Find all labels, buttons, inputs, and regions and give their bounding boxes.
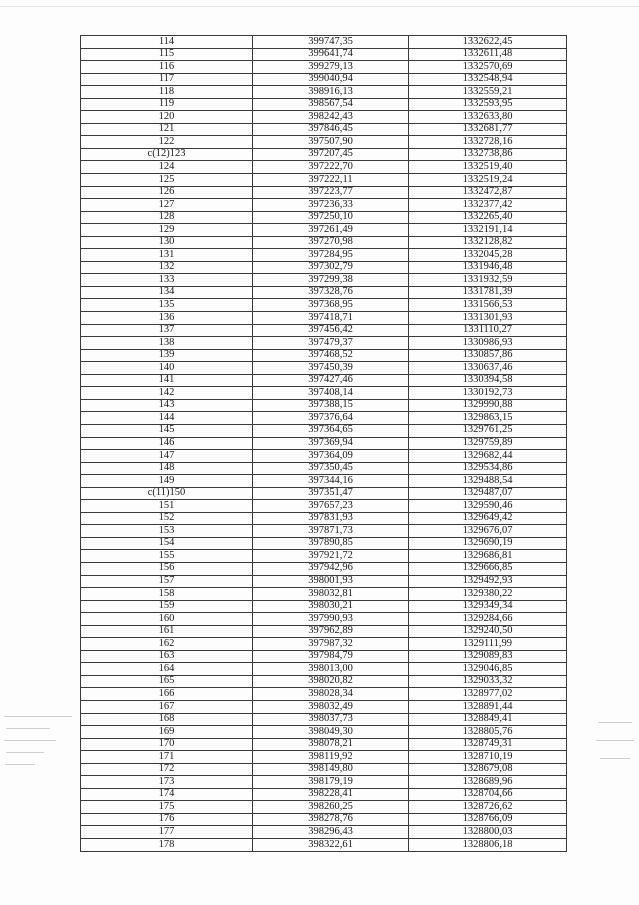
x-coordinate-cell: 397302,79 [253,261,409,274]
point-number-cell: 152 [81,512,253,525]
point-number-cell: 126 [81,186,253,199]
y-coordinate-cell: 1332738,86 [409,148,567,161]
y-coordinate-cell: 1329990,88 [409,399,567,412]
coordinates-table-body [81,36,567,852]
point-number-cell: 148 [81,462,253,475]
table-row [81,224,567,237]
point-number-cell: 125 [81,174,253,187]
point-number-cell: 153 [81,525,253,538]
x-coordinate-cell: 398020,82 [253,675,409,688]
y-coordinate-cell: 1329761,25 [409,424,567,437]
margin-smudge [6,752,44,753]
table-row [81,437,567,450]
y-coordinate-cell: 1331110,27 [409,324,567,337]
table-row [81,123,567,136]
x-coordinate-cell: 398032,81 [253,588,409,601]
x-coordinate-cell: 398032,49 [253,700,409,713]
x-coordinate-cell: 397270,98 [253,236,409,249]
x-coordinate-cell: 397222,11 [253,174,409,187]
table-row [81,36,567,49]
y-coordinate-cell: 1328710,19 [409,751,567,764]
x-coordinate-cell: 397984,79 [253,650,409,663]
margin-smudge [5,764,35,765]
point-number-cell: 170 [81,738,253,751]
x-coordinate-cell: 397236,33 [253,199,409,212]
x-coordinate-cell: 398119,92 [253,751,409,764]
point-number-cell: c(12)123 [81,148,253,161]
y-coordinate-cell: 1328805,76 [409,726,567,739]
x-coordinate-cell: 397284,95 [253,249,409,262]
point-number-cell: 142 [81,387,253,400]
point-number-cell: 121 [81,123,253,136]
x-coordinate-cell: 399040,94 [253,73,409,86]
table-row [81,500,567,513]
x-coordinate-cell: 398078,21 [253,738,409,751]
y-coordinate-cell: 1329033,32 [409,675,567,688]
y-coordinate-cell: 1328977,02 [409,688,567,701]
x-coordinate-cell: 397831,93 [253,512,409,525]
table-row [81,186,567,199]
x-coordinate-cell: 397990,93 [253,613,409,626]
y-coordinate-cell: 1332519,24 [409,174,567,187]
y-coordinate-cell: 1329240,50 [409,625,567,638]
table-row [81,650,567,663]
x-coordinate-cell: 397364,65 [253,424,409,437]
y-coordinate-cell: 1330394,58 [409,374,567,387]
table-row [81,73,567,86]
point-number-cell: 160 [81,613,253,626]
y-coordinate-cell: 1331301,93 [409,312,567,325]
point-number-cell: 122 [81,136,253,149]
table-row [81,349,567,362]
x-coordinate-cell: 397408,14 [253,387,409,400]
x-coordinate-cell: 397351,47 [253,487,409,500]
y-coordinate-cell: 1329863,15 [409,412,567,425]
table-row [81,324,567,337]
table-row [81,362,567,375]
x-coordinate-cell: 397350,45 [253,462,409,475]
point-number-cell: 116 [81,61,253,74]
x-coordinate-cell: 397388,15 [253,399,409,412]
x-coordinate-cell: 398916,13 [253,86,409,99]
y-coordinate-cell: 1329666,85 [409,562,567,575]
x-coordinate-cell: 398037,73 [253,713,409,726]
table-row [81,813,567,826]
table-row [81,136,567,149]
x-coordinate-cell: 397479,37 [253,337,409,350]
y-coordinate-cell: 1328766,09 [409,813,567,826]
y-coordinate-cell: 1329046,85 [409,663,567,676]
point-number-cell: 140 [81,362,253,375]
x-coordinate-cell: 397250,10 [253,211,409,224]
table-row [81,387,567,400]
y-coordinate-cell: 1329534,86 [409,462,567,475]
y-coordinate-cell: 1330637,46 [409,362,567,375]
table-row [81,424,567,437]
point-number-cell: 119 [81,98,253,111]
y-coordinate-cell: 1332191,14 [409,224,567,237]
page-top-edge [0,6,639,7]
table-row [81,450,567,463]
y-coordinate-cell: 1328689,96 [409,776,567,789]
table-row [81,788,567,801]
x-coordinate-cell: 397328,76 [253,286,409,299]
y-coordinate-cell: 1332728,16 [409,136,567,149]
table-row [81,61,567,74]
margin-smudge [600,758,630,759]
y-coordinate-cell: 1332128,82 [409,236,567,249]
point-number-cell: 168 [81,713,253,726]
point-number-cell: 115 [81,48,253,61]
point-number-cell: 127 [81,199,253,212]
x-coordinate-cell: 397418,71 [253,312,409,325]
table-row [81,174,567,187]
table-row [81,613,567,626]
table-row [81,600,567,613]
point-number-cell: 157 [81,575,253,588]
table-row [81,537,567,550]
table-row [81,475,567,488]
point-number-cell: 114 [81,36,253,49]
point-number-cell: 138 [81,337,253,350]
y-coordinate-cell: 1332622,45 [409,36,567,49]
point-number-cell: 135 [81,299,253,312]
table-row [81,751,567,764]
point-number-cell: 120 [81,111,253,124]
table-row [81,638,567,651]
table-row [81,700,567,713]
x-coordinate-cell: 397456,42 [253,324,409,337]
y-coordinate-cell: 1330192,73 [409,387,567,400]
point-number-cell: 155 [81,550,253,563]
y-coordinate-cell: 1329111,99 [409,638,567,651]
margin-smudge [4,740,56,741]
x-coordinate-cell: 397962,89 [253,625,409,638]
point-number-cell: 165 [81,675,253,688]
x-coordinate-cell: 398228,41 [253,788,409,801]
point-number-cell: 166 [81,688,253,701]
table-row [81,588,567,601]
point-number-cell: 133 [81,274,253,287]
table-row [81,274,567,287]
point-number-cell: 159 [81,600,253,613]
point-number-cell: 154 [81,537,253,550]
point-number-cell: 151 [81,500,253,513]
table-row [81,826,567,839]
y-coordinate-cell: 1328891,44 [409,700,567,713]
x-coordinate-cell: 397364,09 [253,450,409,463]
table-row [81,763,567,776]
y-coordinate-cell: 1329759,89 [409,437,567,450]
point-number-cell: 131 [81,249,253,262]
y-coordinate-cell: 1331566,53 [409,299,567,312]
y-coordinate-cell: 1328749,31 [409,738,567,751]
point-number-cell: 171 [81,751,253,764]
y-coordinate-cell: 1330857,86 [409,349,567,362]
x-coordinate-cell: 397299,38 [253,274,409,287]
y-coordinate-cell: 1330986,93 [409,337,567,350]
point-number-cell: 177 [81,826,253,839]
table-row [81,236,567,249]
point-number-cell: 144 [81,412,253,425]
x-coordinate-cell: 398028,34 [253,688,409,701]
table-row [81,525,567,538]
point-number-cell: 117 [81,73,253,86]
y-coordinate-cell: 1332472,87 [409,186,567,199]
x-coordinate-cell: 397507,90 [253,136,409,149]
point-number-cell: 139 [81,349,253,362]
table-row [81,801,567,814]
x-coordinate-cell: 397942,96 [253,562,409,575]
table-row [81,86,567,99]
y-coordinate-cell: 1329690,19 [409,537,567,550]
y-coordinate-cell: 1329284,66 [409,613,567,626]
margin-smudge [4,716,72,717]
point-number-cell: 169 [81,726,253,739]
margin-smudge [598,722,632,723]
y-coordinate-cell: 1329488,54 [409,475,567,488]
point-number-cell: 129 [81,224,253,237]
x-coordinate-cell: 397344,16 [253,475,409,488]
y-coordinate-cell: 1328849,41 [409,713,567,726]
point-number-cell: 178 [81,839,253,852]
x-coordinate-cell: 398260,25 [253,801,409,814]
x-coordinate-cell: 397369,94 [253,437,409,450]
y-coordinate-cell: 1328726,62 [409,801,567,814]
x-coordinate-cell: 398322,61 [253,839,409,852]
table-row [81,399,567,412]
y-coordinate-cell: 1332045,28 [409,249,567,262]
table-row [81,726,567,739]
y-coordinate-cell: 1331932,59 [409,274,567,287]
y-coordinate-cell: 1328806,18 [409,839,567,852]
y-coordinate-cell: 1332593,95 [409,98,567,111]
table-row [81,839,567,852]
x-coordinate-cell: 397468,52 [253,349,409,362]
x-coordinate-cell: 397450,39 [253,362,409,375]
table-row [81,312,567,325]
point-number-cell: 161 [81,625,253,638]
table-row [81,161,567,174]
point-number-cell: 164 [81,663,253,676]
table-row [81,487,567,500]
point-number-cell: 174 [81,788,253,801]
point-number-cell: 137 [81,324,253,337]
table-row [81,337,567,350]
table-row [81,512,567,525]
table-row [81,550,567,563]
y-coordinate-cell: 1328704,66 [409,788,567,801]
point-number-cell: 124 [81,161,253,174]
table-row [81,776,567,789]
point-number-cell: 130 [81,236,253,249]
point-number-cell: 134 [81,286,253,299]
table-row [81,412,567,425]
point-number-cell: 162 [81,638,253,651]
y-coordinate-cell: 1332633,80 [409,111,567,124]
y-coordinate-cell: 1328679,08 [409,763,567,776]
point-number-cell: 175 [81,801,253,814]
x-coordinate-cell: 398030,21 [253,600,409,613]
point-number-cell: 141 [81,374,253,387]
y-coordinate-cell: 1329686,81 [409,550,567,563]
point-number-cell: 158 [81,588,253,601]
y-coordinate-cell: 1332611,48 [409,48,567,61]
x-coordinate-cell: 398296,43 [253,826,409,839]
y-coordinate-cell: 1332559,21 [409,86,567,99]
point-number-cell: 163 [81,650,253,663]
y-coordinate-cell: 1329349,34 [409,600,567,613]
x-coordinate-cell: 398179,19 [253,776,409,789]
table-row [81,299,567,312]
point-number-cell: 149 [81,475,253,488]
point-number-cell: c(11)150 [81,487,253,500]
point-number-cell: 156 [81,562,253,575]
point-number-cell: 118 [81,86,253,99]
x-coordinate-cell: 398049,30 [253,726,409,739]
table-row [81,713,567,726]
point-number-cell: 176 [81,813,253,826]
y-coordinate-cell: 1331781,39 [409,286,567,299]
x-coordinate-cell: 397222,70 [253,161,409,174]
x-coordinate-cell: 397657,23 [253,500,409,513]
coordinates-table [80,35,567,852]
x-coordinate-cell: 399641,74 [253,48,409,61]
y-coordinate-cell: 1329682,44 [409,450,567,463]
table-row [81,249,567,262]
x-coordinate-cell: 397846,45 [253,123,409,136]
y-coordinate-cell: 1332377,42 [409,199,567,212]
point-number-cell: 128 [81,211,253,224]
point-number-cell: 173 [81,776,253,789]
y-coordinate-cell: 1328800,03 [409,826,567,839]
table-row [81,663,567,676]
x-coordinate-cell: 398567,54 [253,98,409,111]
y-coordinate-cell: 1332519,40 [409,161,567,174]
table-row [81,675,567,688]
y-coordinate-cell: 1329590,46 [409,500,567,513]
x-coordinate-cell: 399747,35 [253,36,409,49]
x-coordinate-cell: 397890,85 [253,537,409,550]
x-coordinate-cell: 397427,46 [253,374,409,387]
table-row [81,286,567,299]
x-coordinate-cell: 398013,00 [253,663,409,676]
table-row [81,625,567,638]
table-row [81,211,567,224]
y-coordinate-cell: 1329649,42 [409,512,567,525]
table-row [81,462,567,475]
table-row [81,738,567,751]
point-number-cell: 147 [81,450,253,463]
x-coordinate-cell: 398278,76 [253,813,409,826]
point-number-cell: 136 [81,312,253,325]
y-coordinate-cell: 1329380,22 [409,588,567,601]
table-row [81,575,567,588]
table-row [81,98,567,111]
y-coordinate-cell: 1331946,48 [409,261,567,274]
y-coordinate-cell: 1332548,94 [409,73,567,86]
table-row [81,48,567,61]
x-coordinate-cell: 397871,73 [253,525,409,538]
x-coordinate-cell: 399279,13 [253,61,409,74]
y-coordinate-cell: 1332681,77 [409,123,567,136]
y-coordinate-cell: 1332570,69 [409,61,567,74]
table-row [81,199,567,212]
x-coordinate-cell: 398001,93 [253,575,409,588]
point-number-cell: 143 [81,399,253,412]
point-number-cell: 172 [81,763,253,776]
margin-smudge [596,740,634,741]
point-number-cell: 146 [81,437,253,450]
y-coordinate-cell: 1329492,93 [409,575,567,588]
x-coordinate-cell: 398149,80 [253,763,409,776]
y-coordinate-cell: 1329676,07 [409,525,567,538]
table-row [81,688,567,701]
point-number-cell: 167 [81,700,253,713]
y-coordinate-cell: 1329089,83 [409,650,567,663]
y-coordinate-cell: 1332265,40 [409,211,567,224]
x-coordinate-cell: 397207,45 [253,148,409,161]
x-coordinate-cell: 397376,64 [253,412,409,425]
table-row [81,261,567,274]
point-number-cell: 132 [81,261,253,274]
point-number-cell: 145 [81,424,253,437]
table-row [81,562,567,575]
x-coordinate-cell: 398242,43 [253,111,409,124]
table-row [81,111,567,124]
y-coordinate-cell: 1329487,07 [409,487,567,500]
table-row [81,148,567,161]
table-row [81,374,567,387]
x-coordinate-cell: 397368,95 [253,299,409,312]
x-coordinate-cell: 397261,49 [253,224,409,237]
x-coordinate-cell: 397223,77 [253,186,409,199]
margin-smudge [6,728,50,729]
x-coordinate-cell: 397921,72 [253,550,409,563]
x-coordinate-cell: 397987,32 [253,638,409,651]
